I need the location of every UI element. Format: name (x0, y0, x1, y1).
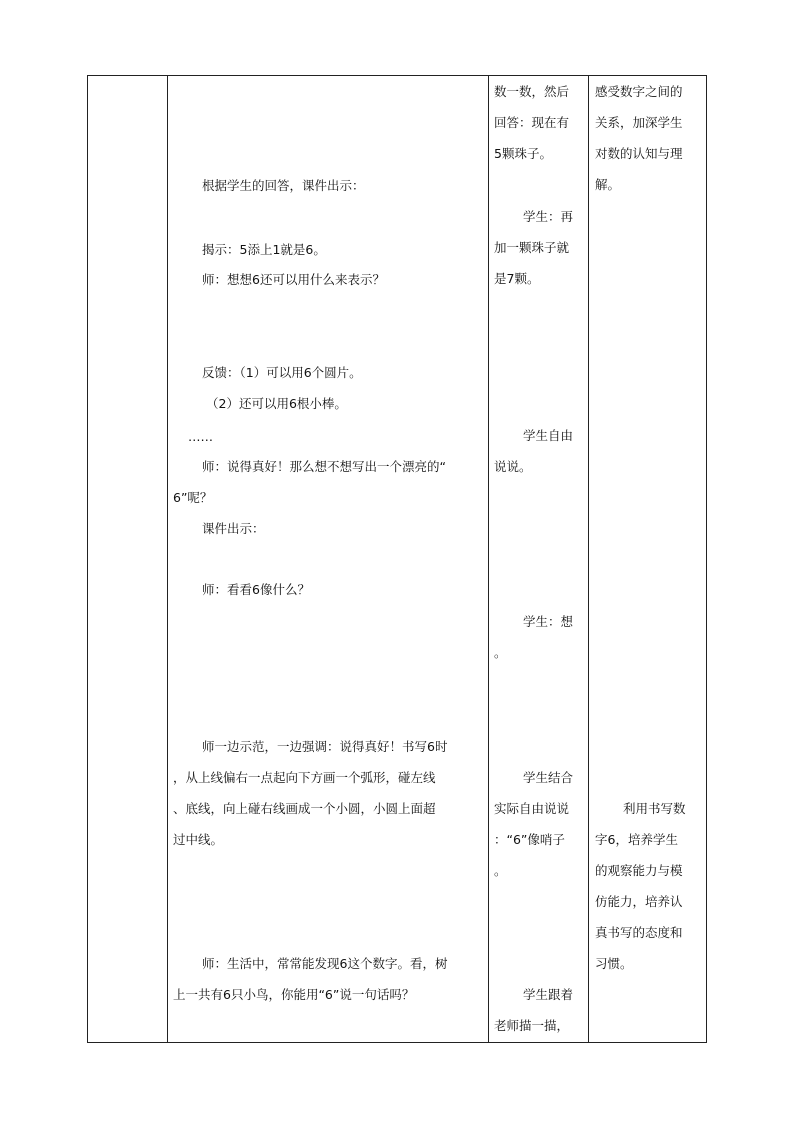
student-line: 是7颗。 (494, 271, 540, 286)
intent-line: 真书写的态度和 (595, 925, 683, 940)
intent-line: 字6，培养学生 (595, 832, 678, 847)
student-line: 学生：想 (523, 614, 574, 629)
intent-line: 对数的认知与理 (595, 146, 683, 161)
teacher-line: （2）还可以用6根小棒。 (206, 396, 347, 411)
student-line: ：“6”像哨子 (494, 832, 565, 847)
teacher-line: 师：看看6像什么？ (202, 582, 310, 597)
teacher-line: 师：生活中，常常能发现6这个数字。看，树 (202, 956, 448, 971)
student-line: 5颗珠子。 (494, 146, 552, 161)
intent-line: 解。 (595, 177, 621, 192)
student-line: 学生跟着 (523, 987, 574, 1002)
teacher-line: …… (188, 429, 213, 444)
intent-line: 关系，加深学生 (595, 115, 683, 130)
teacher-line: 6”呢？ (173, 490, 213, 505)
intent-line: 习惯。 (595, 956, 633, 971)
teacher-line: 师：想想6还可以用什么来表示？ (202, 272, 385, 287)
student-line: 学生自由 (523, 428, 574, 443)
intent-line: 仿能力，培养认 (595, 894, 683, 909)
teacher-activity-cell (168, 76, 488, 1042)
lesson-plan-table (87, 75, 707, 1043)
student-line: 说说。 (494, 459, 532, 474)
intent-line: 感受数字之间的 (595, 84, 683, 99)
teacher-line: 根据学生的回答，课件出示： (202, 178, 365, 193)
teacher-line: 反馈：（1）可以用6个圆片。 (202, 365, 362, 380)
teacher-line: 、底线，向上碰右线画成一个小圆，小圆上面超 (173, 801, 436, 816)
student-line: 回答：现在有 (494, 115, 570, 130)
student-line: 老师描一描， (494, 1018, 570, 1033)
teacher-line: 课件出示： (202, 521, 265, 536)
design-intent-cell (589, 76, 707, 1042)
student-line: 。 (494, 863, 507, 878)
teacher-line: 上一共有6只小鸟，你能用“6”说一句话吗？ (173, 987, 415, 1002)
teacher-line: 师：说得真好！那么想不想写出一个漂亮的“ (202, 459, 446, 474)
teacher-line: 师一边示范，一边强调：说得真好！书写6时 (202, 739, 448, 754)
student-line: 。 (494, 645, 507, 660)
teacher-line: ，从上线偏右一点起向下方画一个弧形，碰左线 (173, 770, 436, 785)
student-line: 学生结合 (523, 770, 574, 785)
student-line: 数一数，然后 (494, 84, 570, 99)
intent-line: 利用书写数 (623, 801, 686, 816)
student-line: 实际自由说说 (494, 801, 570, 816)
teacher-line: 揭示：5添上1就是6。 (202, 242, 326, 257)
stage-cell (88, 76, 167, 1042)
intent-line: 的观察能力与模 (595, 863, 683, 878)
teacher-line: 过中线。 (173, 832, 224, 847)
student-line: 加一颗珠子就 (494, 240, 570, 255)
student-activity-cell (489, 76, 588, 1042)
student-line: 学生：再 (523, 209, 574, 224)
